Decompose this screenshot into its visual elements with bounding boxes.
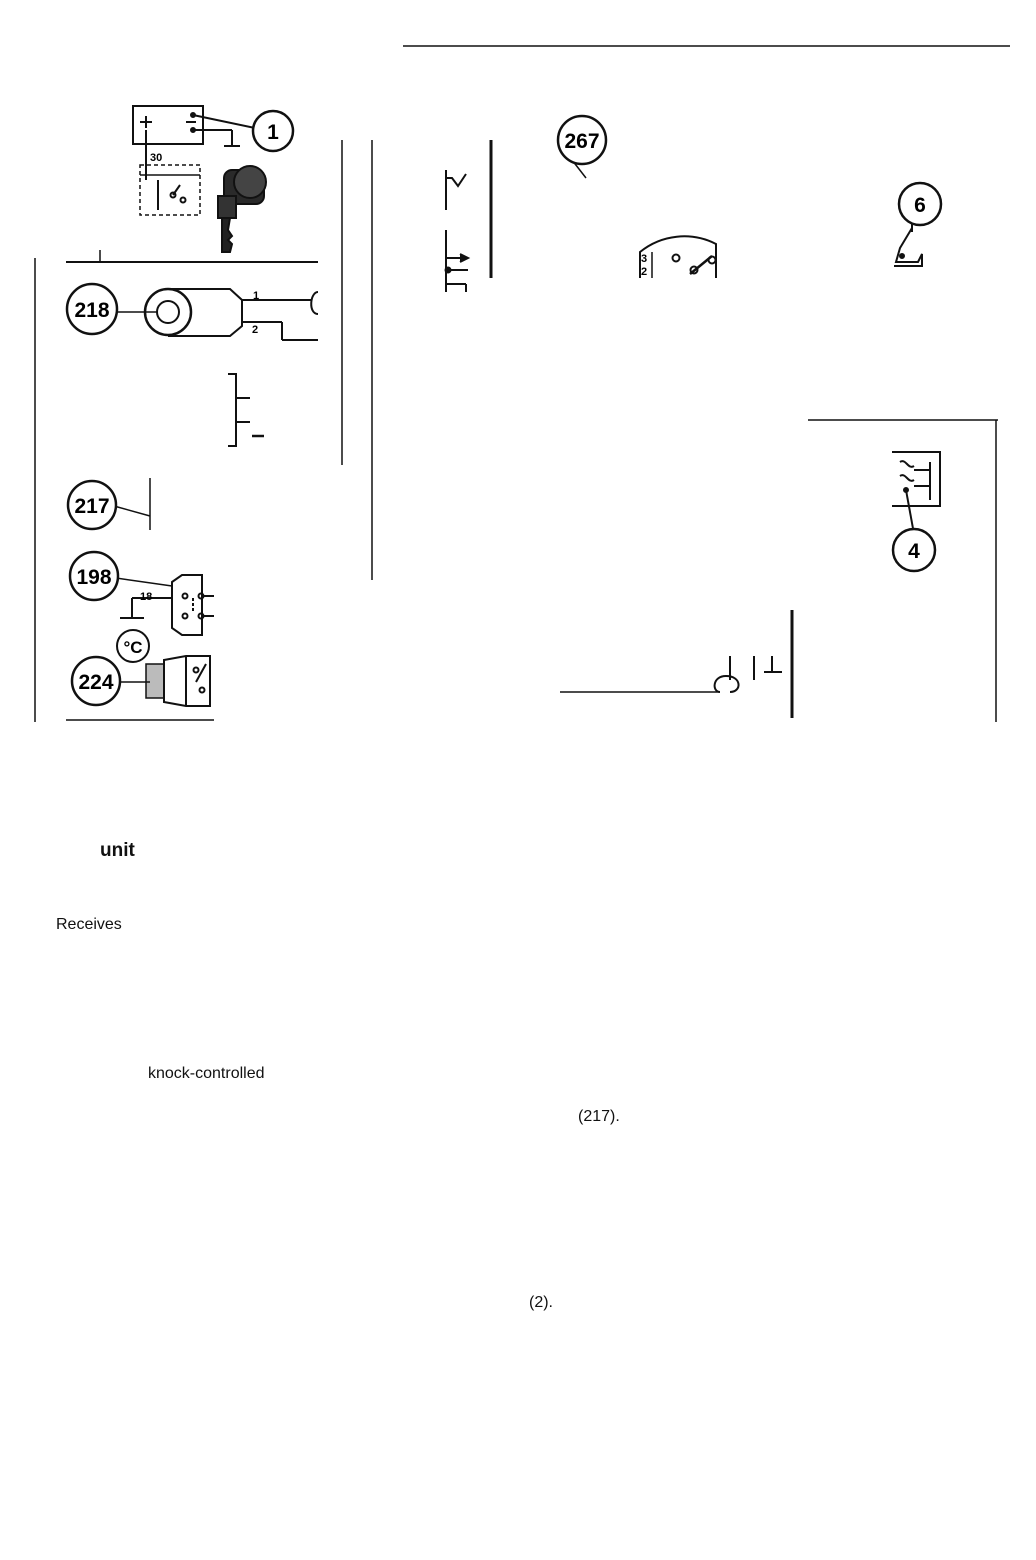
svg-text:°C: °C (123, 638, 143, 657)
callout-1 (253, 111, 293, 151)
svg-text:6: 6 (914, 194, 926, 217)
throttle-potentiometer (640, 236, 716, 278)
component-6-fragment (894, 224, 922, 266)
pot-pin-3-label: 3 (641, 253, 648, 265)
callout-198 (70, 552, 172, 600)
sensor-pin-2-label: 2 (252, 324, 259, 336)
ignition-key-icon (218, 166, 266, 252)
coil-ground-fragment (715, 656, 782, 692)
battery-symbol (133, 106, 255, 180)
temperature-sensor (146, 656, 210, 706)
svg-text:4: 4 (908, 540, 920, 563)
connector-198 (120, 575, 214, 635)
svg-text:198: 198 (76, 566, 112, 589)
svg-text:267: 267 (564, 130, 600, 153)
bracket-connector (228, 374, 264, 446)
knock-controlled-text: knock-controlled (148, 1065, 265, 1082)
connector-pin-18-label: 18 (140, 591, 153, 603)
callout-267 (558, 116, 606, 164)
reference-217-text: (217). (578, 1108, 620, 1125)
svg-text:217: 217 (74, 495, 110, 518)
callout-224 (72, 657, 150, 705)
receives-text: Receives (56, 916, 122, 933)
reference-2-text: (2). (529, 1294, 553, 1311)
pot-pin-2-label: 2 (641, 266, 648, 278)
speed-sensor (145, 289, 318, 340)
wiring-diagram (0, 0, 1036, 730)
svg-text:218: 218 (74, 299, 110, 322)
callout-217 (68, 481, 150, 529)
switch-fragment (446, 170, 469, 292)
svg-text:1: 1 (267, 121, 279, 144)
sensor-pin-1-label: 1 (253, 290, 260, 302)
svg-text:224: 224 (78, 671, 114, 694)
terminal-30-label: 30 (150, 152, 163, 164)
callout-4 (893, 529, 935, 571)
ignition-switch (140, 165, 200, 215)
unit-heading: unit (100, 840, 135, 861)
component-4-box (892, 452, 940, 534)
temperature-unit-badge (117, 630, 149, 662)
callout-6 (899, 183, 941, 225)
